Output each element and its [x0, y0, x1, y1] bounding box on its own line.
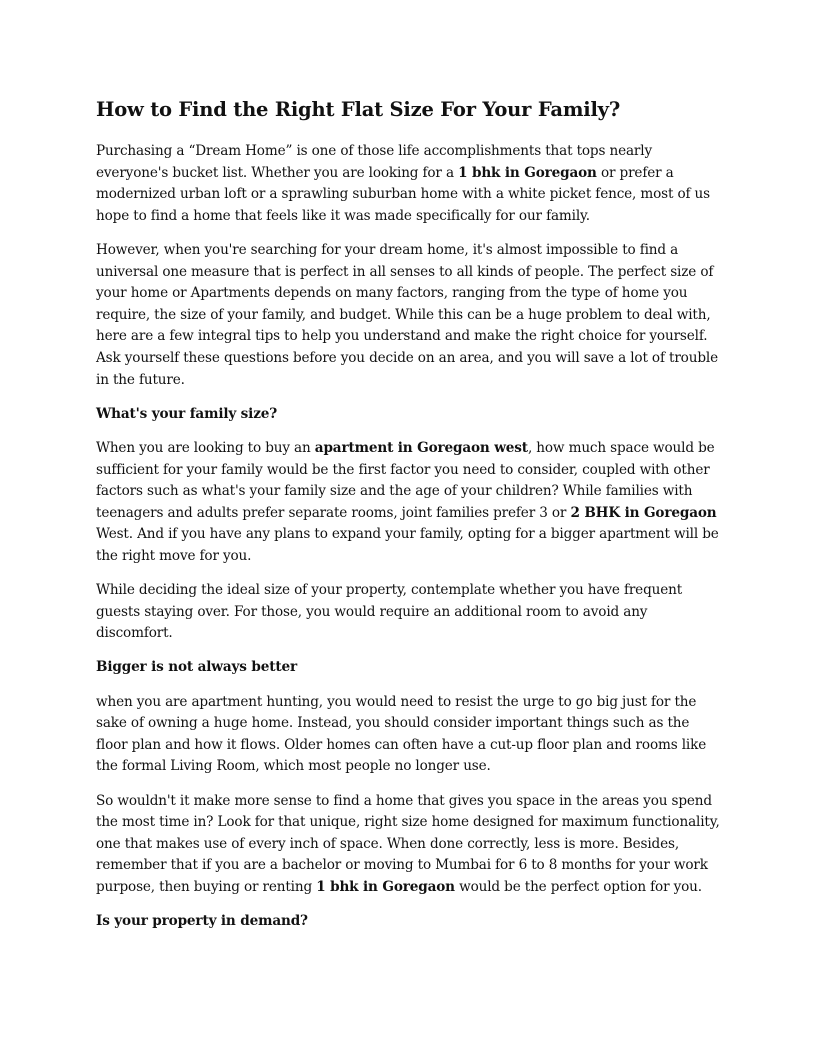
document-page [96, 96, 722, 945]
keyword-apartment-goregaon-west: apartment in Goregaon west [314, 439, 528, 456]
guests-paragraph: While deciding the ideal size of your property, contemplate whether you have frequent guests staying over. For those, you would require an additional room to avoid any discomfort. [96, 582, 683, 642]
article-title: How to Find the Right Flat Size For Your Family? [96, 98, 621, 121]
space-functionality-paragraph [96, 791, 722, 899]
space-text-c: would be the perfect option for you. [454, 878, 702, 895]
family-text-c: , how much space would be sufficient for your family would be the first factor you need to consider, coupled with other factors such as what's your family size and the age of your children? While families with teenagers and adults prefer separate rooms, joint families prefer 3 or [96, 439, 715, 521]
space-text-a: So wouldn't it make more sense to find a home that gives you space in the areas you spend the most time in? Look for that unique, right size home designed for maximum functionality, one that makes use of every inch of space. When done correctly, less is more. Besides, remember that if you are a bachelor or moving to Mumbai for 6 to 8 months for your work purpose, then buying or renting [96, 792, 720, 895]
heading-bigger-not-better: Bigger is not always better [96, 659, 297, 676]
apartment-hunting-paragraph: when you are apartment hunting, you would need to resist the urge to go big just for the sake of owning a huge home. Instead, you should consider important things such as the floor plan and how it flows. Older homes can often have a cut-up floor plan and rooms like the formal Living Room, which most people no longer use. [96, 693, 707, 775]
family-size-paragraph [96, 438, 722, 568]
intro-text-a: Purchasing a “Dream Home” is one of those life accomplishments that tops nearly everyone's bucket list. Whether you are looking for a [96, 143, 652, 181]
intro-paragraph [96, 141, 722, 227]
heading-property-demand: Is your property in demand? [96, 913, 308, 930]
heading-family-size: What's your family size? [96, 405, 278, 422]
intro-text-c: or prefer a modernized urban loft or a sprawling suburban home with a white picket fence, most of us hope to find a home that feels like it was made specifically for our family. [96, 164, 710, 224]
dream-home-paragraph: However, when you're searching for your dream home, it's almost impossible to find a universal one measure that is perfect in all senses to all kinds of people. The perfect size of your home or Apartments depends on many factors, ranging from the type of home you require, the size of your family, and budget. While this can be a huge problem to deal with, here are a few integral tips to help you understand and make the right choice for yourself. Ask yourself these questions before you decide on an area, and you will save a lot of trouble in the future. [96, 241, 718, 388]
keyword-1bhk-goregaon: 1 bhk in Goregaon [458, 164, 597, 181]
family-text-e: West. And if you have any plans to expand your family, opting for a bigger apartment will be the right move for you. [96, 526, 719, 564]
family-text-a: When you are looking to buy an [96, 439, 315, 456]
keyword-1bhk-goregaon-2: 1 bhk in Goregaon [316, 878, 455, 895]
keyword-2bhk-goregaon: 2 BHK in Goregaon [570, 504, 717, 521]
